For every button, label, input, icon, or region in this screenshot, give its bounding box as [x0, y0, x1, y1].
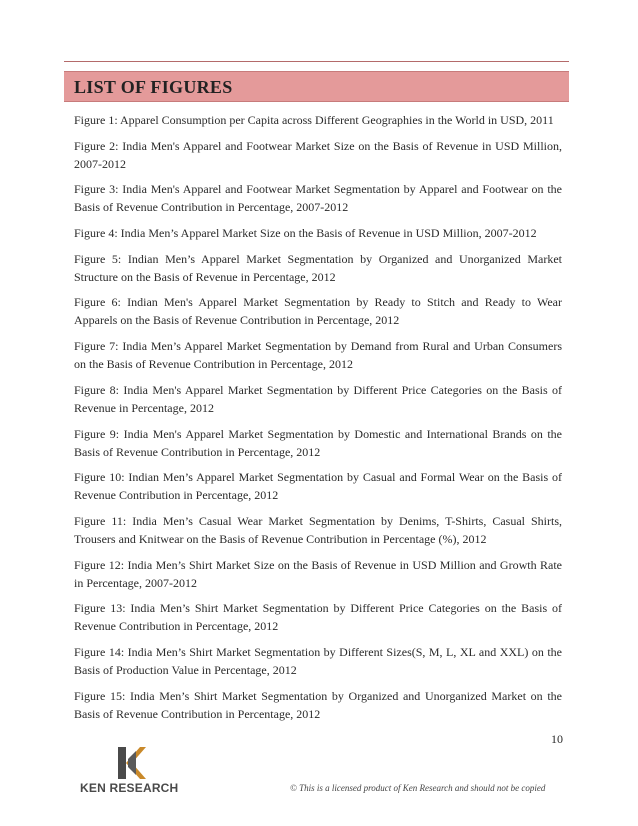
ken-research-logo-icon	[116, 745, 146, 781]
figure-entry-3: Figure 3: India Men's Apparel and Footwear Market Segmentation by Apparel and Footwear on the Basis of Revenue Contribution in Percentage, 2007-2012	[74, 182, 562, 215]
figure-entry-12: Figure 12: India Men’s Shirt Market Size on the Basis of Revenue in USD Million and Growth Rate in Percentage, 2007-2012	[74, 557, 562, 590]
figure-entry-15: Figure 15: India Men’s Shirt Market Segmentation by Organized and Unorganized Market on the Basis of Revenue Contribution in Percentage, 2012	[74, 688, 562, 721]
figure-entry-7: Figure 7: India Men’s Apparel Market Segmentation by Demand from Rural and Urban Consumers on the Basis of Revenue Contribution in Percentage, 2012	[74, 339, 562, 372]
figure-entry-6: Figure 6: Indian Men's Apparel Market Segmentation by Ready to Stitch and Ready to Wear Apparels on the Basis of Revenue Contribution in Percentage, 2012	[74, 295, 562, 328]
figure-entry-11: Figure 11: India Men’s Casual Wear Market Segmentation by Denims, T-Shirts, Casual Shirts, Trousers and Knitwear on the Basis of Revenue Contribution in Percentage (%), 2012	[74, 513, 562, 546]
page-number: 10	[551, 732, 563, 746]
figure-entry-10: Figure 10: Indian Men’s Apparel Market Segmentation by Casual and Formal Wear on the Basis of Revenue Contribution in Percentage, 2012	[74, 470, 562, 503]
figure-entry-1: Figure 1: Apparel Consumption per Capita across Different Geographies in the World in USD, 2011	[74, 113, 554, 127]
figure-entry-9: Figure 9: India Men's Apparel Market Segmentation by Domestic and International Brands on the Basis of Revenue Contribution in Percentage, 2012	[74, 426, 562, 459]
figure-entry-4: Figure 4: India Men’s Apparel Market Size on the Basis of Revenue in USD Million, 2007-2012	[74, 226, 537, 241]
copyright-notice: © This is a licensed product of Ken Research and should not be copied	[290, 783, 546, 793]
figure-entry-2: Figure 2: India Men's Apparel and Footwear Market Size on the Basis of Revenue in USD Million, 2007-2012	[74, 138, 562, 171]
page-title: LIST OF FIGURES	[74, 77, 233, 97]
figure-entry-14: Figure 14: India Men’s Shirt Market Segmentation by Different Sizes(S, M, L, XL and XXL) on the Basis of Production Value in Percentage, 2012	[74, 644, 562, 677]
figure-entry-8: Figure 8: India Men's Apparel Market Segmentation by Different Price Categories on the Basis of Revenue in Percentage, 2012	[74, 382, 562, 415]
logo-wordmark: KEN RESEARCH	[80, 781, 179, 795]
figure-entry-5: Figure 5: Indian Men’s Apparel Market Segmentation by Organized and Unorganized Market Structure on the Basis of Revenue in Percentage, 2012	[74, 251, 562, 284]
figure-entry-13: Figure 13: India Men’s Shirt Market Segmentation by Different Price Categories on the Basis of Revenue Contribution in Percentage, 2012	[74, 601, 562, 634]
figure-list	[74, 111, 562, 730]
ken-research-logo	[76, 745, 186, 800]
header-rule	[64, 61, 569, 62]
heading-bar	[64, 71, 569, 102]
